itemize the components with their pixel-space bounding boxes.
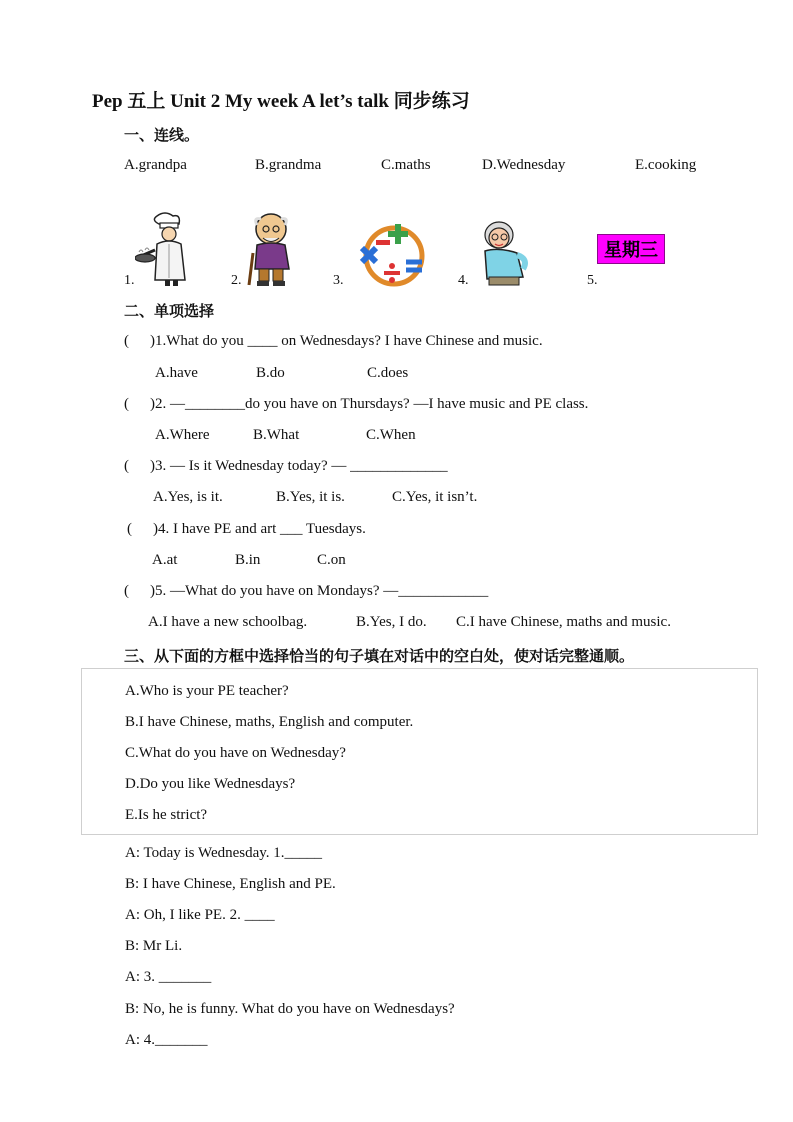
picture-number-2: 2. xyxy=(231,273,242,288)
chef-cooking-picture xyxy=(135,212,199,286)
section3-heading: 三、从下面的方框中选择恰当的句子填在对话中的空白处，使对话完整通顺。 xyxy=(124,647,635,665)
answer-paren[interactable]: ( xyxy=(124,333,129,349)
q5-option-b: B.Yes, I do. xyxy=(356,614,427,630)
choice-a: A.Who is your PE teacher? xyxy=(125,683,289,699)
grandma-picture xyxy=(477,219,539,287)
word-d: D.Wednesday xyxy=(482,157,566,173)
word-b: B.grandma xyxy=(255,157,322,173)
section1-heading: 一、连线。 xyxy=(124,126,200,144)
q3-option-b: B.Yes, it is. xyxy=(276,489,345,505)
q5-option-c: C.I have Chinese, maths and music. xyxy=(456,614,671,630)
q4-option-b: B.in xyxy=(235,552,261,568)
dialogue-line-7: A: 4._______ xyxy=(125,1032,208,1048)
choice-e: E.Is he strict? xyxy=(125,807,208,823)
question-text: )2. —________do you have on Thursdays? —I have music and PE class. xyxy=(150,396,589,412)
dialogue-line-4: B: Mr Li. xyxy=(125,938,183,954)
grandpa-picture xyxy=(243,211,301,287)
question-text: )3. — Is it Wednesday today? — _____________ xyxy=(150,458,448,474)
dialogue-line-3: A: Oh, I like PE. 2. ____ xyxy=(125,907,275,923)
question-text: )4. I have PE and art ___ Tuesdays. xyxy=(153,521,366,537)
dialogue-line-2: B: I have Chinese, English and PE. xyxy=(125,876,336,892)
dialogue-line-1: A: Today is Wednesday. 1._____ xyxy=(125,845,323,861)
answer-paren[interactable]: ( xyxy=(124,396,129,412)
q4-option-c: C.on xyxy=(317,552,346,568)
choice-b: B.I have Chinese, maths, English and computer. xyxy=(125,714,414,730)
question-text: )1.What do you ____ on Wednesdays? I have Chinese and music. xyxy=(150,333,543,349)
picture-number-4: 4. xyxy=(458,273,469,288)
q3-option-c: C.Yes, it isn’t. xyxy=(392,489,478,505)
choice-d: D.Do you like Wednesdays? xyxy=(125,776,296,792)
q4-option-a: A.at xyxy=(152,552,178,568)
q2-option-c: C.When xyxy=(366,427,416,443)
q3-option-a: A.Yes, is it. xyxy=(153,489,223,505)
q5-option-a: A.I have a new schoolbag. xyxy=(148,614,308,630)
question-4 xyxy=(127,521,366,538)
q2-option-b: B.What xyxy=(253,427,300,443)
weekday-label: 星期三 xyxy=(597,234,665,264)
section2-heading: 二、单项选择 xyxy=(124,302,215,320)
choice-c: C.What do you have on Wednesday? xyxy=(125,745,346,761)
answer-paren[interactable]: ( xyxy=(124,583,129,599)
question-2 xyxy=(124,396,588,413)
q1-option-a: A.have xyxy=(155,365,198,381)
question-5 xyxy=(124,583,488,600)
maths-symbols-picture xyxy=(354,218,430,288)
question-3 xyxy=(124,458,448,475)
word-a: A.grandpa xyxy=(124,157,187,173)
question-text: )5. —What do you have on Mondays? —____________ xyxy=(150,583,489,599)
q2-option-a: A.Where xyxy=(155,427,210,443)
page-title: Pep 五上 Unit 2 My week A let’s talk 同步练习 xyxy=(92,91,470,112)
word-e: E.cooking xyxy=(635,157,697,173)
picture-number-3: 3. xyxy=(333,273,344,288)
picture-number-1: 1. xyxy=(124,273,135,288)
dialogue-line-6: B: No, he is funny. What do you have on Wednesdays? xyxy=(125,1001,455,1017)
question-1 xyxy=(124,333,543,350)
dialogue-line-5: A: 3. _______ xyxy=(125,969,212,985)
answer-paren[interactable]: ( xyxy=(124,458,129,474)
q1-option-b: B.do xyxy=(256,365,285,381)
word-c: C.maths xyxy=(381,157,431,173)
picture-number-5: 5. xyxy=(587,273,598,288)
answer-paren[interactable]: ( xyxy=(127,521,132,537)
q1-option-c: C.does xyxy=(367,365,409,381)
